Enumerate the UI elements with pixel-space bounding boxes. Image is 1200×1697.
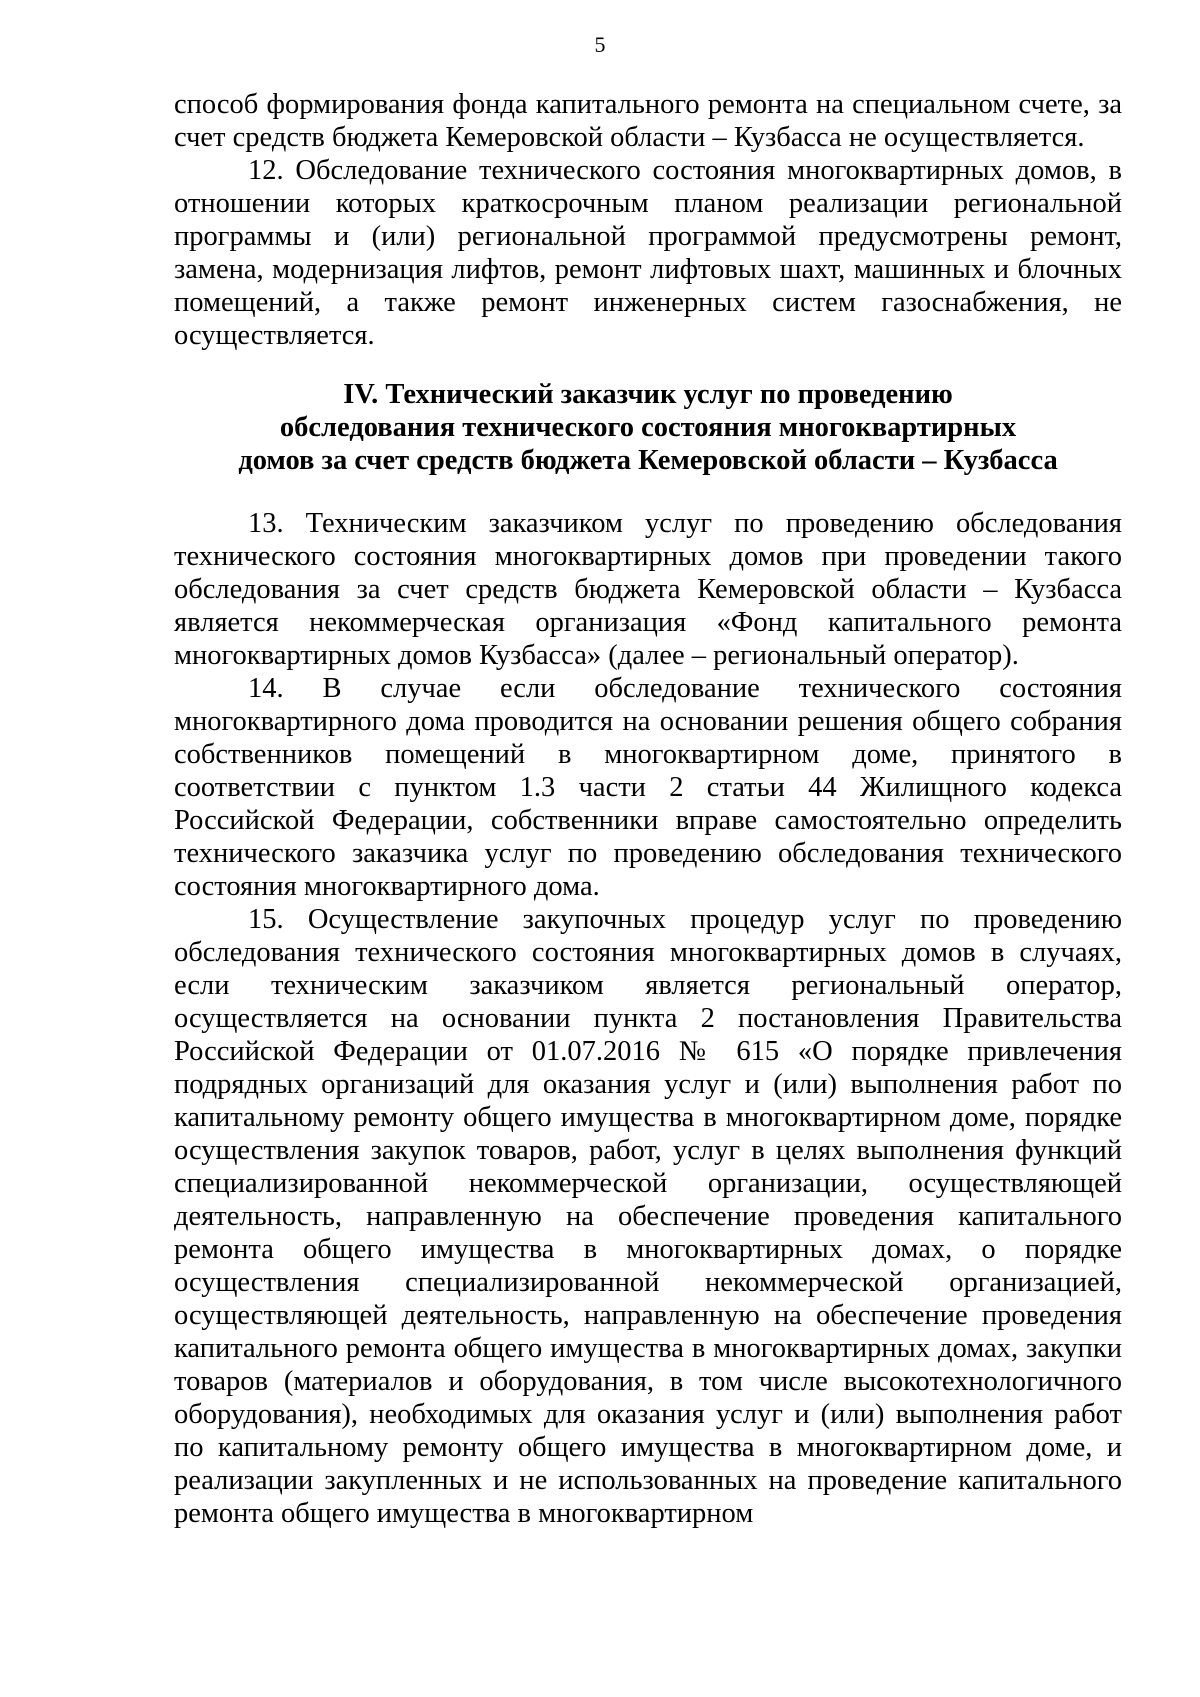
section-heading <box>174 378 1122 477</box>
paragraph-continuation: способ формирования фонда капитального ремонта на специальном счете, за счет средств бюджета Кемеровской области – Кузбасса не осуществляется. <box>174 89 1122 153</box>
paragraph-15: 15. Осуществление закупочных процедур услуг по проведению обследования технического состояния многоквартирных домов в случаях, если техническим заказчиком является региональный оператор, осуществляется на основании пункта 2 постановления Правительства Российской Федерации от 01.07.2016 № 615 «О порядке привлечения подрядных организаций для оказания услуг и (или) выполнения работ по капитальному ремонту общего имущества в многоквартирном доме, порядке осуществления закупок товаров, работ, услуг в целях выполнения функций специализированной некоммерческой организации, осуществляющей деятельность, направленную на обеспечение проведения капитального ремонта общего имущества в многоквартирных домах, о порядке осуществления специализированной некоммерческой организацией, осуществляющей деятельность, направленную на обеспечение проведения капитального ремонта общего имущества в многоквартирных домах, закупки товаров (материалов и оборудования, в том числе высокотехнологичного оборудования), необходимых для оказания услуг и (или) выполнения работ по капитальному ремонту общего имущества в многоквартирном доме, и реализации закупленных и не использованных на проведение капитального ремонта общего имущества в многоквартирном <box>174 904 1122 1529</box>
paragraph-12: 12. Обследование технического состояния многоквартирных домов, в отношении которых краткосрочным планом реализации региональной программы и (или) региональной программой предусмотрены ремонт, замена, модернизация лифтов, ремонт лифтовых шахт, машинных и блочных помещений, а также ремонт инженерных систем газоснабжения, не осуществляется. <box>174 155 1122 351</box>
section-heading-line-1: IV. Технический заказчик услуг по проведению <box>343 379 953 410</box>
paragraph-13: 13. Техническим заказчиком услуг по проведению обследования технического состояния многоквартирных домов при проведении такого обследования за счет средств бюджета Кемеровской области – Кузбасса является некоммерческая организация «Фонд капитального ремонта многоквартирных домов Кузбасса» (далее – региональный оператор). <box>174 508 1122 671</box>
section-heading-line-2: обследования технического состояния многоквартирных <box>279 412 1017 443</box>
paragraph-14: 14. В случае если обследование технического состояния многоквартирного дома проводится на основании решения общего собрания собственников помещений в многоквартирном доме, принятого в соответствии с пунктом 1.3 части 2 статьи 44 Жилищного кодекса Российской Федерации, собственники вправе самостоятельно определить технического заказчика услуг по проведению обследования технического состояния многоквартирного дома. <box>174 673 1122 902</box>
section-heading-line-3: домов за счет средств бюджета Кемеровской области – Кузбасса <box>238 445 1058 476</box>
page-number: 5 <box>594 32 606 57</box>
document-body <box>174 88 1122 1530</box>
